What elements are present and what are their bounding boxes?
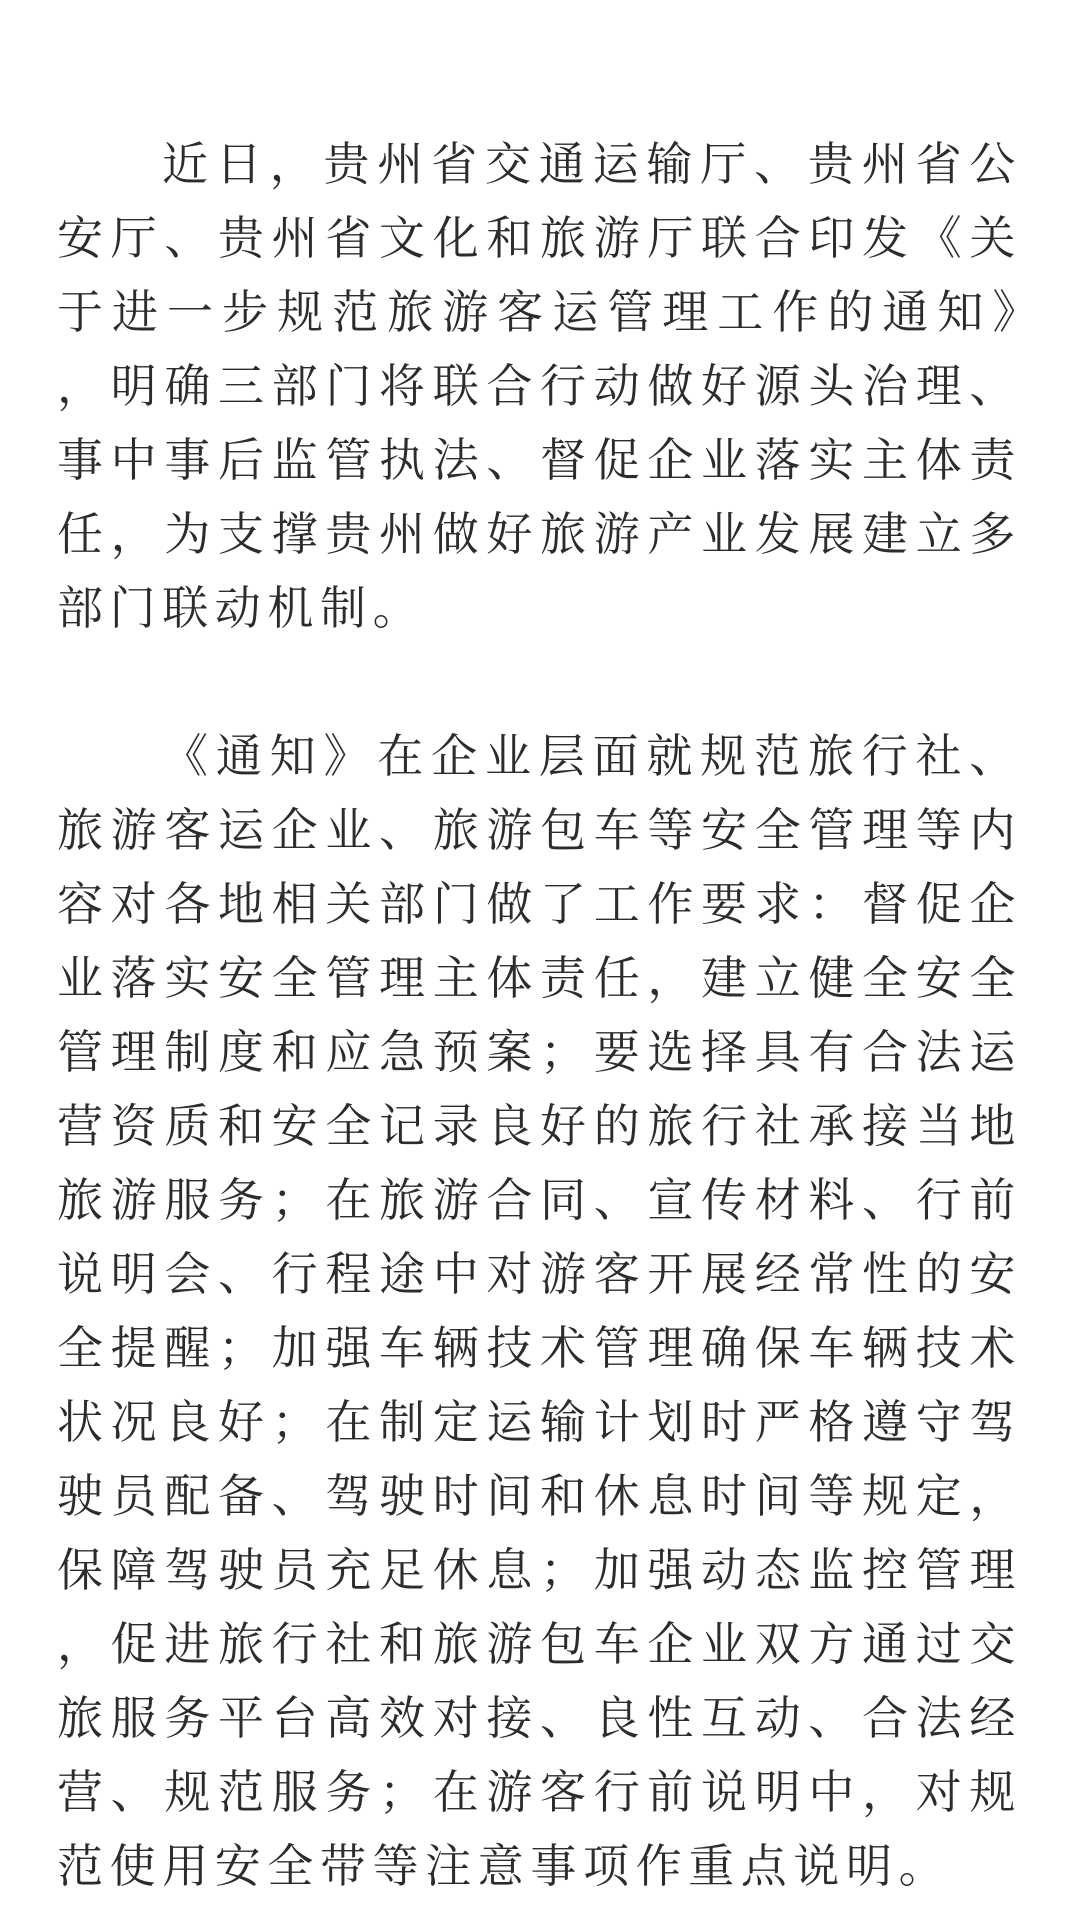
paragraph-intro: 近日，贵州省交通运输厅、贵州省公安厅、贵州省文化和旅游厅联合印发《关于进一步规范旅游客运管理工作的通知》，明确三部门将联合行动做好源头治理、事中事后监管执法、督促企业落实主体责任，为支撑贵州做好旅游产业发展建立多部门联动机制。 (57, 137, 1022, 635)
article-body (57, 127, 1022, 1903)
paragraph-notice-requirements: 《通知》在企业层面就规范旅行社、旅游客运企业、旅游包车等安全管理等内容对各地相关部门做了工作要求：督促企业落实安全管理主体责任，建立健全安全管理制度和应急预案；要选择具有合法运营资质和安全记录良好的旅行社承接当地旅游服务；在旅游合同、宣传材料、行前说明会、行程途中对游客开展经常性的安全提醒；加强车辆技术管理确保车辆技术状况良好；在制定运输计划时严格遵守驾驶员配备、驾驶时间和休息时间等规定，保障驾驶员充足休息；加强动态监控管理，促进旅行社和旅游包车企业双方通过交旅服务平台高效对接、良性互动、合法经营、规范服务；在游客行前说明中，对规范使用安全带等注意事项作重点说明。 (57, 729, 1022, 1893)
